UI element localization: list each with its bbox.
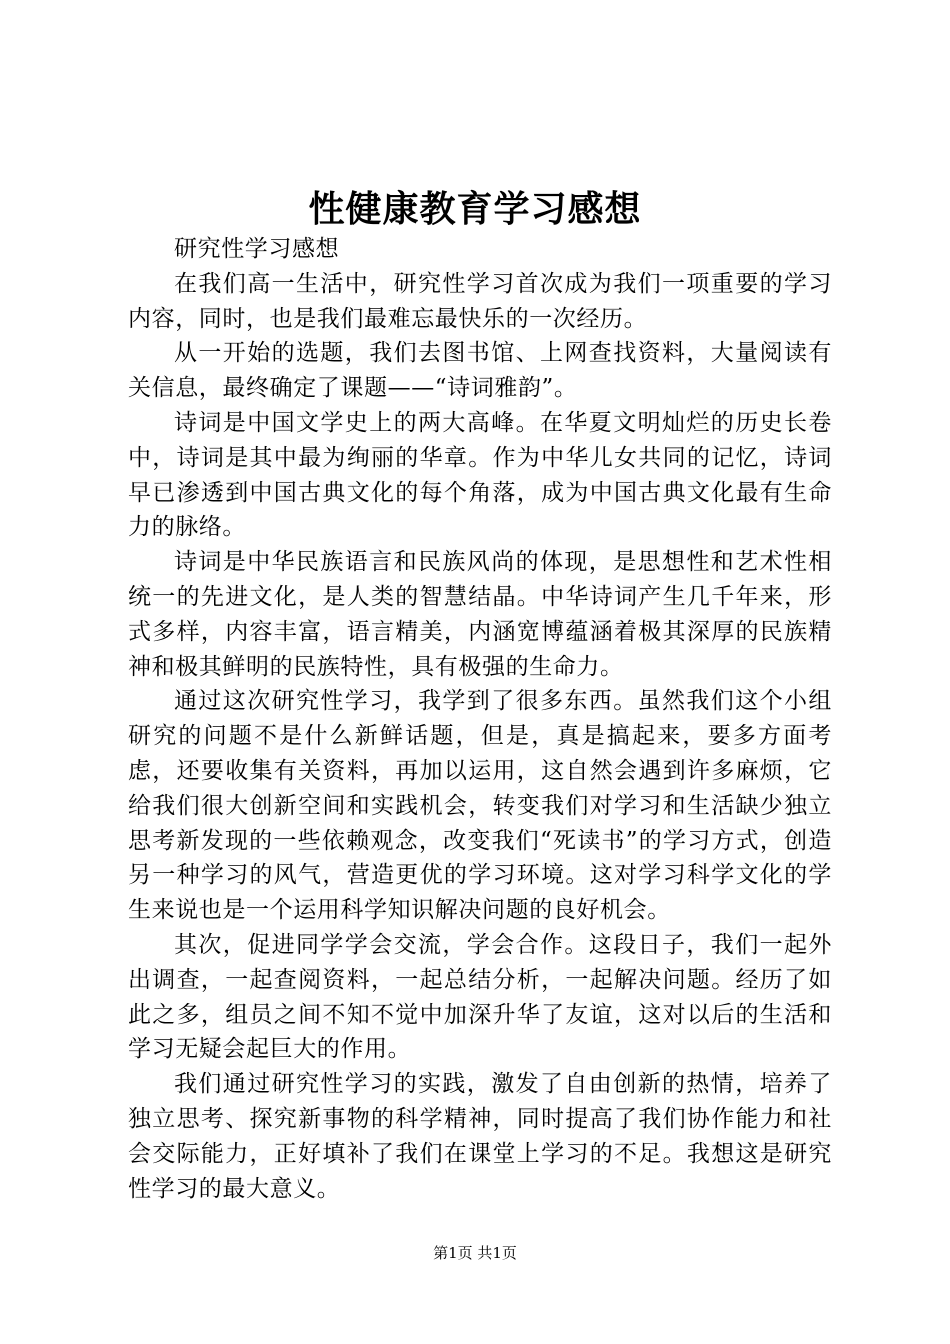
paragraph-2: 从一开始的选题，我们去图书馆、上网查找资料，大量阅读有关信息，最终确定了课题——“诗词雅韵”。 xyxy=(128,340,832,402)
page-footer: 第1页 共1页 xyxy=(433,1244,517,1262)
paragraph-6: 其次，促进同学学会交流，学会合作。这段日子，我们一起外出调查，一起查阅资料，一起总结分析，一起解决问题。经历了如此之多，组员之间不知不觉中加深升华了友谊，这对以后的生活和学习无疑会起巨大的作用。 xyxy=(128,931,832,1063)
paragraph-subtitle: 研究性学习感想 xyxy=(174,236,340,262)
document-body xyxy=(128,232,832,1206)
document-title: 性健康教育学习感想 xyxy=(308,188,642,230)
paragraph-1: 在我们高一生活中，研究性学习首次成为我们一项重要的学习内容，同时，也是我们最难忘最快乐的一次经历。 xyxy=(128,270,832,332)
paragraph-4: 诗词是中华民族语言和民族风尚的体现，是思想性和艺术性相统一的先进文化，是人类的智慧结晶。中华诗词产生几千年来，形式多样，内容丰富，语言精美，内涵宽博蕴涵着极其深厚的民族精神和极其鲜明的民族特性，具有极强的生命力。 xyxy=(128,549,832,680)
paragraph-3: 诗词是中国文学史上的两大高峰。在华夏文明灿烂的历史长卷中，诗词是其中最为绚丽的华章。作为中华儿女共同的记忆，诗词早已渗透到中国古典文化的每个角落，成为中国古典文化最有生命力的脉络。 xyxy=(128,409,832,541)
paragraph-5: 通过这次研究性学习，我学到了很多东西。虽然我们这个小组研究的问题不是什么新鲜话题，但是，真是搞起来，要多方面考虑，还要收集有关资料，再加以运用，这自然会遇到许多麻烦，它给我们很大创新空间和实践机会，转变我们对学习和生活缺少独立思考新发现的一些依赖观念，改变我们“死读书”的学习方式，创造另一种学习的风气，营造更优的学习环境。这对学习科学文化的学生来说也是一个运用科学知识解决问题的良好机会。 xyxy=(128,688,832,924)
paragraph-7: 我们通过研究性学习的实践，激发了自由创新的热情，培养了独立思考、探究新事物的科学精神，同时提高了我们协作能力和社会交际能力，正好填补了我们在课堂上学习的不足。我想这是研究性学习的最大意义。 xyxy=(128,1071,832,1202)
